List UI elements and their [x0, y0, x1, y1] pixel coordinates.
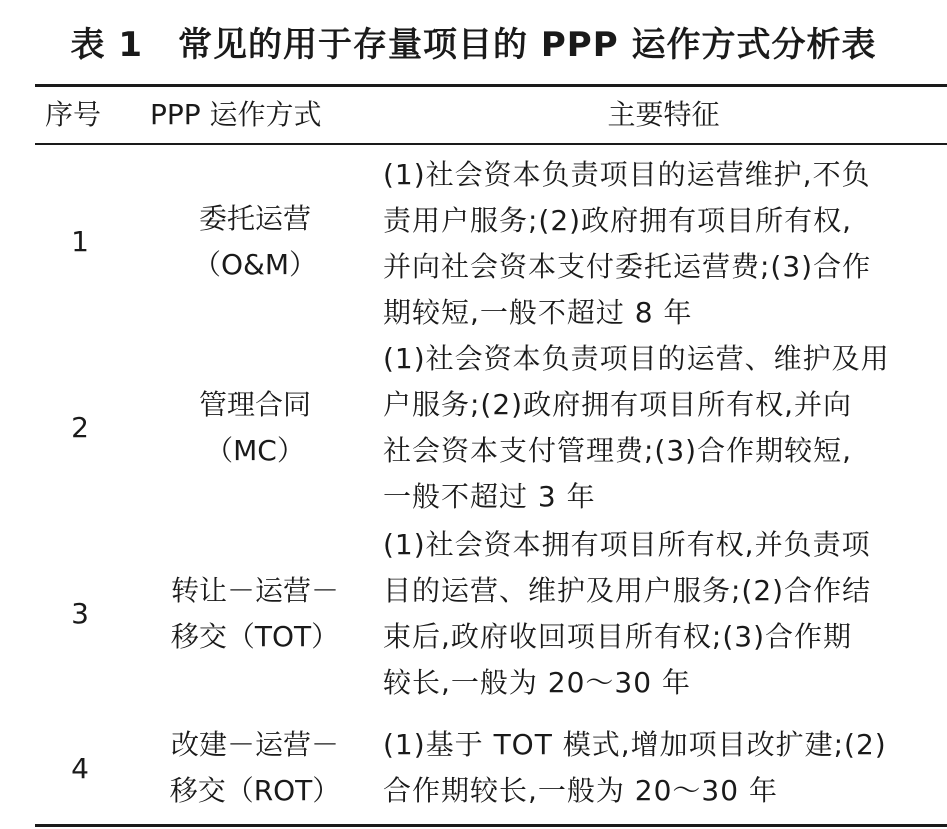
- operation-mode: [130, 196, 380, 288]
- main-features: [383, 152, 945, 336]
- feature-line: 合作期较长,一般为 20～30 年: [383, 774, 778, 807]
- row-number: 2: [71, 411, 89, 444]
- operation-mode-abbr: （MC）: [205, 434, 305, 467]
- main-features: [383, 522, 945, 706]
- row-number: 4: [71, 752, 89, 785]
- operation-mode-name: 管理合同: [198, 388, 311, 421]
- header-operation-mode: PPP 运作方式: [150, 98, 322, 131]
- table-title: 表 1 常见的用于存量项目的 PPP 运作方式分析表: [70, 25, 877, 65]
- operation-mode: [130, 722, 380, 814]
- feature-line: (1)基于 TOT 模式,增加项目改扩建;(2): [383, 728, 887, 761]
- feature-line: 责用户服务;(2)政府拥有项目所有权,: [383, 204, 852, 237]
- feature-line: (1)社会资本拥有项目所有权,并负责项: [383, 528, 871, 561]
- table-row: [35, 522, 947, 706]
- operation-mode-abbr: 移交（ROT）: [169, 774, 341, 807]
- operation-mode-abbr: （O&M）: [192, 248, 318, 281]
- operation-mode-name: 转让－运营－: [170, 574, 339, 607]
- main-features: [383, 722, 945, 814]
- feature-line: 束后,政府收回项目所有权;(3)合作期: [383, 620, 852, 653]
- feature-line: 较长,一般为 20～30 年: [383, 666, 691, 699]
- operation-mode: [130, 382, 380, 474]
- table-header: [35, 87, 947, 143]
- feature-line: 目的运营、维护及用户服务;(2)合作结: [383, 574, 872, 607]
- header-rule: [35, 143, 947, 145]
- operation-mode-abbr: 移交（TOT）: [170, 620, 340, 653]
- feature-line: 户服务;(2)政府拥有项目所有权,并向: [383, 388, 852, 421]
- feature-line: 社会资本支付管理费;(3)合作期较短,: [383, 434, 852, 467]
- bottom-rule: [35, 824, 947, 827]
- main-features: [383, 336, 945, 520]
- row-number: 1: [71, 225, 89, 258]
- table-row: [35, 336, 947, 520]
- feature-line: 期较短,一般不超过 8 年: [383, 296, 693, 329]
- operation-mode: [130, 568, 380, 660]
- table-row: [35, 152, 947, 336]
- row-number: 3: [71, 597, 89, 630]
- feature-line: (1)社会资本负责项目的运营、维护及用: [383, 342, 890, 375]
- table-row: [35, 722, 947, 818]
- operation-mode-name: 委托运营: [198, 202, 311, 235]
- feature-line: 并向社会资本支付委托运营费;(3)合作: [383, 250, 872, 283]
- feature-line: 一般不超过 3 年: [383, 480, 596, 513]
- feature-line: (1)社会资本负责项目的运营维护,不负: [383, 158, 871, 191]
- header-number: 序号: [45, 98, 102, 131]
- header-main-features: 主要特征: [607, 98, 720, 131]
- operation-mode-name: 改建－运营－: [170, 728, 339, 761]
